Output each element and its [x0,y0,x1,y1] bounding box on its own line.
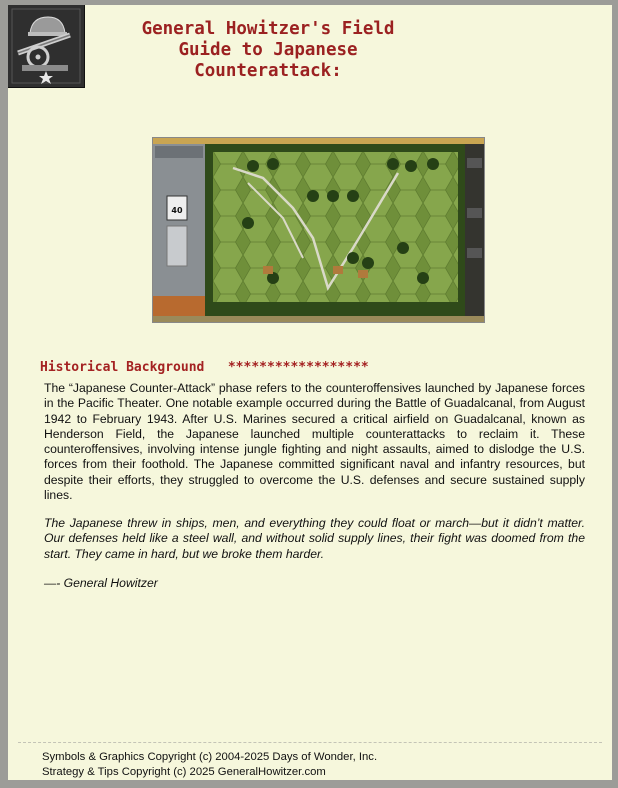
footer-divider [18,742,602,743]
page-title [98,19,438,82]
title-line-2: Guide to Japanese [178,40,358,60]
section-heading [40,360,369,375]
title-line-1: General Howitzer's Field [141,19,395,39]
section-heading-stars: ****************** [227,360,369,375]
section-heading-text: Historical Background [40,360,205,375]
historical-background-paragraph: The “Japanese Counter-Attack” phase refers to the counteroffensives launched by Japanese forces in the Pacific Theater. One notable example occurred during the Battle of Guadalcanal, from August 1942 to February 1943. After U.S. Marines secured a critical airfield on Guadalcanal, known as Henderson Field, the Japanese launched multiple counterattacks to reclaim it. These counteroffensives, involving intense jungle fighting and night assaults, aimed to dislodge the U.S. forces from their foothold. The Japanese committed significant naval and infantry resources, but despite their efforts, they struggled to overcome the U.S. defenses and secure sustained supply lines. [44,381,585,503]
quote-signature: —- General Howitzer [44,576,158,590]
title-line-3: Counterattack: [194,61,342,81]
footer-copyright-graphics: Symbols & Graphics Copyright (c) 2004-2025 Days of Wonder, Inc. [42,751,378,763]
footer-copyright-strategy: Strategy & Tips Copyright (c) 2025 GeneralHowitzer.com [42,765,326,778]
general-quote: The Japanese threw in ships, men, and everything they could float or march—but it didn’t matter. Our defenses held like a steel wall, and without solid supply lines, their fight was doomed from the start. They came in hard, but we broke them harder. [44,516,585,561]
general-howitzer-logo-icon [8,5,85,88]
footer [42,750,377,779]
medal-value: 40 [171,206,183,215]
battle-map-image [152,137,485,323]
